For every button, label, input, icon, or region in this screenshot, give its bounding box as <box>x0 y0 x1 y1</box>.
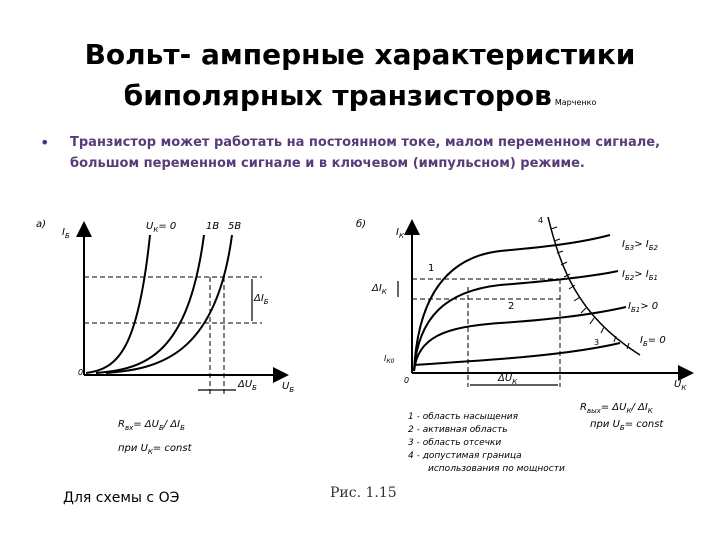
bullet-text: Транзистор может работать на постоянном токе, малом переменном сигнале, большом переменном сигнале и в ключевом (импульсном) режиме. <box>70 135 661 171</box>
panel-b-delta-u-label: $\Delta U_К$ <box>498 373 518 386</box>
panel-b-label: б) <box>356 219 367 230</box>
panel-a-curve-label-uk0: $U_К= 0$ <box>146 221 177 234</box>
slide-title <box>0 34 720 123</box>
figure-number: Рис. 1.15 <box>330 485 397 501</box>
panel-b-formula-rout: $R_{вых}= \Delta U_К/$ $\Delta I_К$ <box>580 402 653 415</box>
panel-b-curve-label-ib1: $I_{Б1}> 0$ <box>628 301 659 314</box>
panel-a-formula-rvx: $R_{вх}= \Delta U_Б/$ $\Delta I_Б$ <box>118 419 185 432</box>
legend-item: 1 - область насыщения <box>408 412 518 422</box>
legend-item: использования по мощности <box>428 464 565 474</box>
transistor-iv-diagram <box>0 205 720 485</box>
panel-b-region-3: 3 <box>594 338 600 347</box>
panel-b-formula-cond: при $U_Б=$ const <box>590 419 664 432</box>
panel-b-y-label: $I_К$ <box>396 227 404 240</box>
legend-item: 2 - активная область <box>408 425 508 435</box>
legend-item: 4 - допустимая граница <box>408 451 522 461</box>
title-line-2 <box>0 75 720 123</box>
panel-b-curve-ib0 <box>414 343 620 365</box>
panel-a <box>36 219 294 456</box>
panel-a-curve-1v <box>96 235 204 373</box>
panel-a-x-label: $U_Б$ <box>282 381 295 394</box>
panel-a-delta-u-label: $\Delta U_Б$ <box>238 379 257 392</box>
panel-b-curve-label-ib2: $I_{Б2}> I_{Б1}$ <box>622 269 658 282</box>
panel-b-curve-label-ib3: $I_{Б3}> I_{Б2}$ <box>622 239 658 252</box>
bullet-item <box>40 132 700 174</box>
panel-b-region-2: 2 <box>508 301 515 312</box>
panel-b-region-1: 1 <box>428 263 435 274</box>
panel-a-curve-label-5v: 5В <box>228 221 242 232</box>
caption: Для схемы с ОЭ <box>63 490 180 506</box>
panel-a-y-label: $I_Б$ <box>62 227 70 240</box>
panel-a-curve-uk0 <box>86 235 150 373</box>
panel-a-delta-i-label: $\Delta I_Б$ <box>254 293 269 306</box>
panel-b-delta-i-label: $\Delta I_К$ <box>372 283 387 296</box>
panel-b-legend <box>408 412 565 474</box>
title-line-2-text: биполярных транзисторов <box>123 79 552 112</box>
panel-b-hatching <box>551 227 629 349</box>
panel-b-curve-label-ib0: $I_Б= 0$ <box>640 335 666 348</box>
panel-b-origin: 0 <box>404 376 410 385</box>
panel-b-region-4: 4 <box>538 216 544 225</box>
panel-b <box>356 216 690 474</box>
panel-a-label: а) <box>36 219 47 230</box>
panel-a-origin: 0 <box>78 368 84 377</box>
title-line-1: Вольт- амперные характеристики <box>84 38 636 71</box>
panel-a-formula-cond: при $U_К=$ const <box>118 443 192 456</box>
panel-a-curve-5v <box>106 235 232 373</box>
panel-a-curve-label-1v: 1В <box>206 221 220 232</box>
panel-b-ik0-label: $I_{К0}$ <box>384 354 395 365</box>
author-name: Марченко <box>554 98 597 107</box>
bullet-dot-icon: • <box>40 133 50 152</box>
panel-b-x-label: $U_К$ <box>674 379 687 392</box>
legend-item: 3 - область отсечки <box>408 438 502 448</box>
